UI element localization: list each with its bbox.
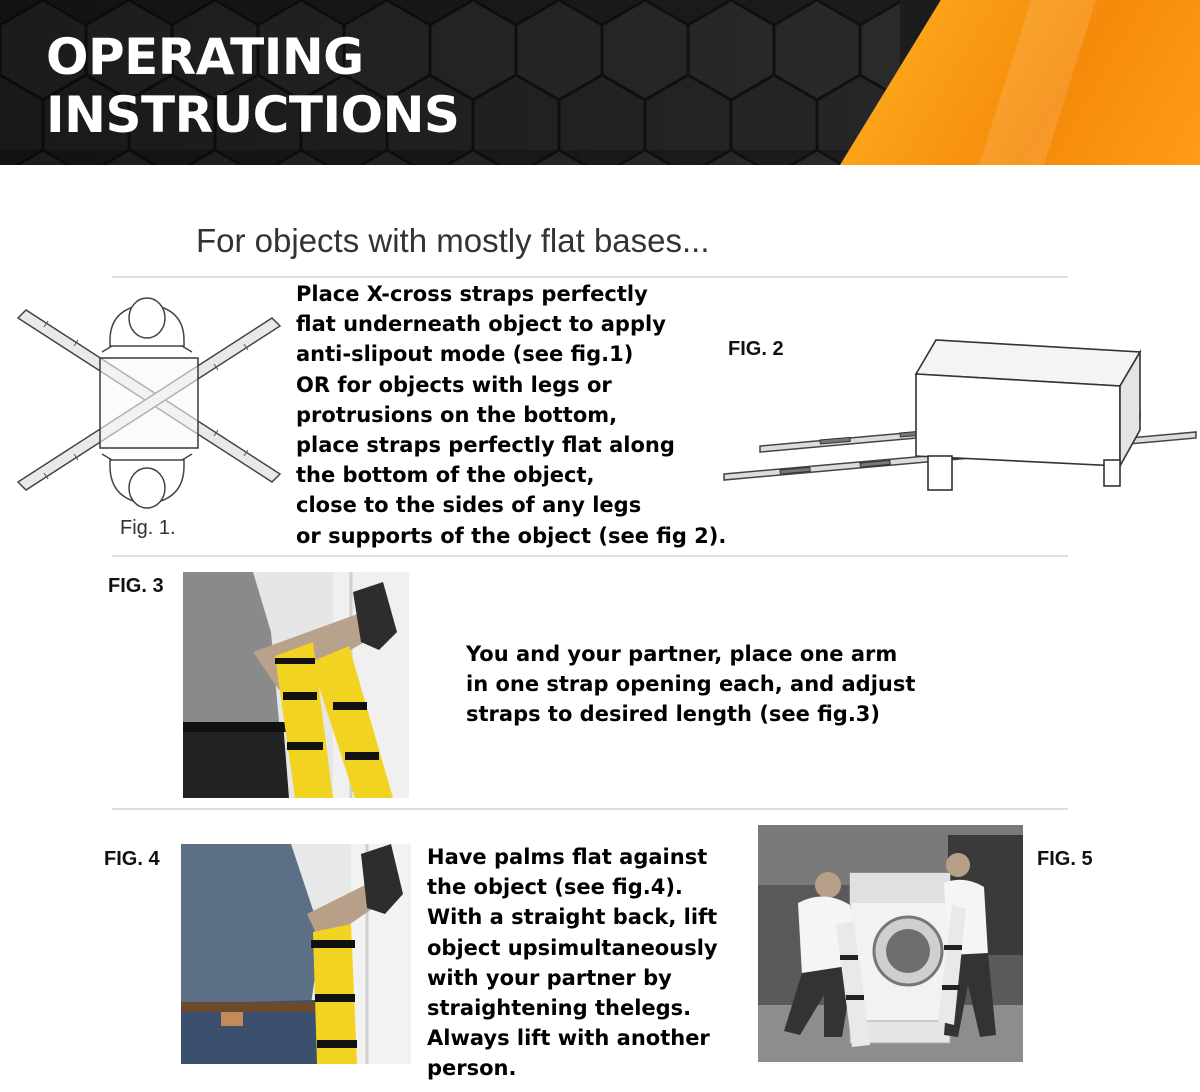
fig5-photo-two-people-lifting-washer: [758, 825, 1023, 1062]
fig1-x-cross-straps-diagram: [14, 288, 284, 518]
text-line: with your partner by: [427, 965, 672, 990]
text-line: or supports of the object (see fig 2).: [296, 523, 727, 548]
text-line: You and your partner, place one arm: [466, 642, 898, 666]
divider: [112, 808, 1068, 810]
fig2-box-with-legs-diagram: [720, 334, 1200, 498]
page-title: OPERATING INSTRUCTIONS: [46, 28, 460, 144]
header-banner: [0, 0, 1200, 165]
text-line: straps to desired length (see fig.3): [466, 702, 881, 727]
top-person: [102, 298, 192, 352]
text-line: OR for objects with legs or: [296, 372, 612, 397]
fig4-photo-palm-flat-against-object: [181, 844, 411, 1064]
divider: [112, 555, 1068, 557]
fig3-photo-arm-in-strap: [183, 572, 409, 798]
fig2-label: FIG. 2: [728, 338, 784, 360]
step3-instructions: [427, 842, 718, 1084]
text-line: Always lift with another: [427, 1026, 710, 1051]
bottom-person: [102, 454, 192, 508]
text-line: Place X-cross straps perfectly: [296, 282, 648, 306]
text-line: protrusions on the bottom,: [296, 402, 618, 427]
text-line: the object (see fig.4).: [427, 875, 683, 900]
fig4-label: FIG. 4: [104, 848, 160, 870]
step2-instructions: [466, 639, 915, 730]
divider: [112, 276, 1068, 278]
object-square: [100, 358, 198, 448]
text-line: place straps perfectly flat along: [296, 433, 675, 458]
text-line: anti-slipout mode (see fig.1): [296, 342, 634, 367]
step1-instructions: [296, 279, 726, 551]
text-line: in one strap opening each, and adjust: [466, 672, 916, 697]
text-line: With a straight back, lift: [427, 905, 718, 930]
text-line: person.: [427, 1056, 517, 1081]
text-line: object upsimultaneously: [427, 935, 718, 960]
text-line: straightening thelegs.: [427, 996, 692, 1021]
section-heading: For objects with mostly flat bases...: [196, 222, 710, 259]
text-line: the bottom of the object,: [296, 463, 595, 488]
text-line: close to the sides of any legs: [296, 493, 642, 518]
fig5-label: FIG. 5: [1037, 848, 1093, 870]
fig3-label: FIG. 3: [108, 575, 164, 597]
box-object: [916, 340, 1140, 490]
text-line: Have palms flat against: [427, 845, 708, 869]
text-line: flat underneath object to apply: [296, 312, 666, 337]
fig1-caption: Fig. 1.: [120, 517, 176, 539]
